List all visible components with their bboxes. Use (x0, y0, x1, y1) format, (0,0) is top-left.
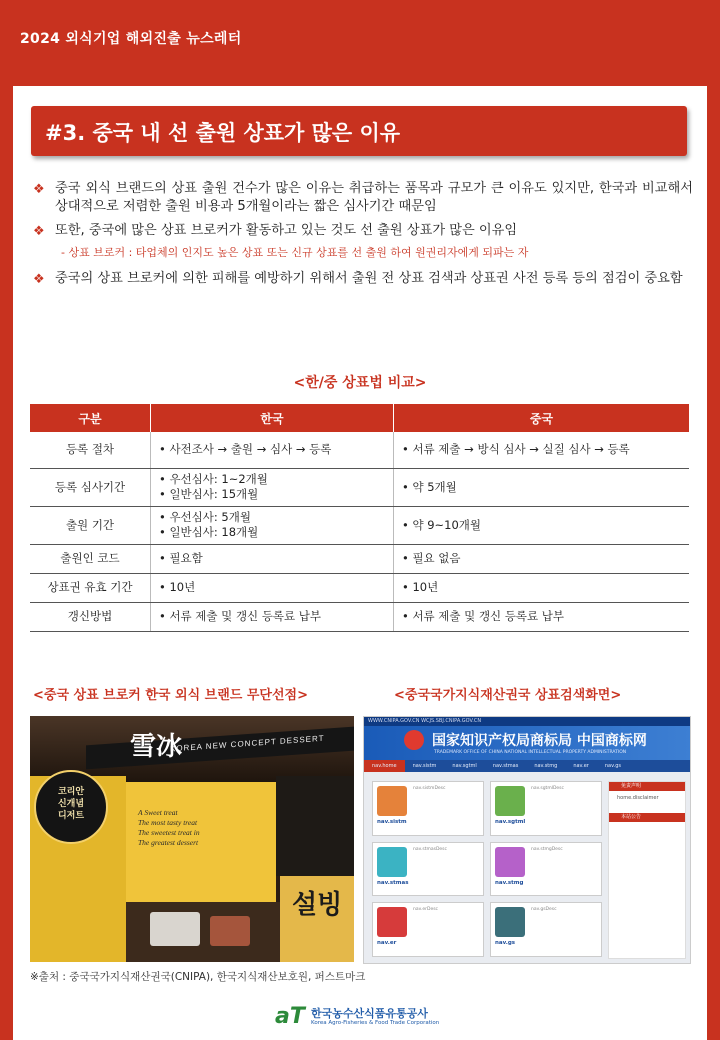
cell-line: • 우선심사: 5개월 (159, 510, 251, 524)
screen-banner: 国家知识产权局商标局 中国商标网 TRADEMARK OFFICE OF CHINA NATIONAL INTELLECTUAL PROPERTY ADMINISTRATION (364, 726, 690, 760)
tile-desc: nav.stmgDesc (531, 846, 563, 852)
tile-desc: nav.stmasDesc (413, 846, 448, 852)
bullet-list (33, 180, 693, 294)
screen-tile[interactable] (372, 902, 484, 957)
row-label: 출원 기간 (30, 506, 151, 544)
tile-desc: nav.gsDesc (531, 907, 557, 913)
comparison-table (30, 404, 689, 632)
screen-nav-item[interactable]: nav.stmg (534, 763, 558, 769)
screen-nav-item[interactable]: nav.sistm (412, 763, 437, 769)
at-logo-mark: aT (275, 1004, 305, 1029)
photo-caption: <중국 상표 브로커 한국 외식 브랜드 무단선점> (33, 688, 308, 703)
screen-tile[interactable] (490, 902, 602, 957)
at-logo-name-en: Korea Agro-Fisheries & Food Trade Corporation (311, 1020, 440, 1026)
at-logo-name-kr: 한국농수산식품유통공사 (311, 1007, 428, 1020)
section-title: #3. 중국 내 선 출원 상표가 많은 이유 (45, 121, 401, 145)
screen-tile[interactable] (372, 781, 484, 836)
tile-label: nav.gs (495, 940, 516, 947)
cell-china (394, 544, 690, 573)
screen-nav-item[interactable]: nav.er (573, 763, 589, 769)
store-brand-kr: 설빙 (292, 890, 343, 920)
cell-line: • 우선심사: 1~2개월 (159, 472, 268, 486)
cell-line: • 서류 제출 및 갱신 등록료 납부 (159, 609, 322, 623)
cell-korea (151, 573, 394, 602)
screen-nav-item[interactable]: nav.stmas (492, 763, 519, 769)
bullet-item (33, 222, 693, 240)
header-korea: 한국 (151, 404, 394, 432)
cell-china (394, 602, 690, 631)
content-sheet (13, 86, 707, 1040)
table-row (30, 506, 689, 544)
tile-label: nav.er (377, 940, 397, 947)
cell-china (394, 468, 690, 506)
bullet-text: 또한, 중국에 많은 상표 브로커가 활동하고 있는 것도 선 출원 상표가 많은 이유임 (55, 223, 518, 238)
store-brand-cn: 雪冰 (130, 732, 183, 762)
cell-china (394, 573, 690, 602)
cell-china (394, 432, 690, 468)
tile-label: nav.sistm (377, 819, 407, 825)
table-header-row (30, 404, 689, 432)
newsletter-title: 2024 외식기업 해외진출 뉴스레터 (20, 31, 242, 47)
store-wall-text: A Sweet treat The most tasty treat The sweetest treat in The greatest dessert (138, 808, 200, 847)
screen-tile[interactable] (372, 842, 484, 897)
row-label: 갱신방법 (30, 602, 151, 631)
cnipa-emblem-icon (404, 730, 424, 750)
bullet-text: 중국 외식 브랜드의 상표 출원 건수가 많은 이유는 취급하는 품목과 규모가 큰 이유도 있지만, 한국과 비교해서 상대적으로 저렴한 출원 비용과 5개월이라는 짧은 심사기간 때문임 (55, 181, 693, 214)
screen-tile[interactable] (490, 842, 602, 897)
cell-line: • 사전조사 → 출원 → 심사 → 등록 (159, 442, 332, 457)
broker-note: - 상표 브로커 : 타업체의 인지도 높은 상표 또는 신규 상표를 선 출원 하여 원권리자에게 되파는 자 (61, 246, 529, 259)
cell-china (394, 506, 690, 544)
tile-desc: nav.sgtmlDesc (531, 786, 565, 791)
cell-korea (151, 432, 394, 468)
screen-sidebar: 免责声明 home.disclaimer 本站公告 (608, 781, 686, 959)
tile-icon (377, 847, 407, 877)
header-china: 중국 (394, 404, 690, 432)
table-row (30, 468, 689, 506)
cell-line: • 약 5개월 (402, 479, 457, 494)
diamond-bullet-icon: ❖ (33, 224, 45, 239)
table-row (30, 602, 689, 631)
tile-desc: nav.erDesc (413, 907, 439, 913)
screen-url-bar: WWW.CNIPA.GOV.CN WCJS.SBJ.CNIPA.GOV.CN (364, 717, 690, 726)
row-label: 등록 심사기간 (30, 468, 151, 506)
cell-line: • 일반심사: 18개월 (159, 525, 259, 539)
tile-icon (377, 786, 407, 816)
row-label: 등록 절차 (30, 432, 151, 468)
tile-icon (495, 786, 525, 816)
tile-label: nav.stmg (495, 879, 524, 886)
cell-line: • 필요 없음 (402, 551, 461, 565)
cell-korea (151, 544, 394, 573)
bullet-item (33, 270, 693, 288)
cell-korea (151, 506, 394, 544)
tile-label: nav.sgtml (495, 819, 526, 825)
cell-line: • 필요함 (159, 551, 203, 565)
cell-line: • 약 9~10개월 (402, 517, 482, 532)
tile-icon (495, 847, 525, 877)
tile-desc: nav.sistmDesc (413, 786, 446, 791)
diamond-bullet-icon: ❖ (33, 272, 45, 287)
cell-line: • 10년 (402, 580, 439, 594)
table-row (30, 544, 689, 573)
section-title-bar (31, 106, 687, 156)
table-row (30, 573, 689, 602)
screen-nav-item[interactable]: nav.sgtml (452, 763, 477, 769)
header-category: 구분 (30, 404, 151, 432)
cell-line: • 서류 제출 → 방식 심사 → 실질 심사 → 등록 (402, 442, 630, 457)
screen-tile[interactable] (490, 781, 602, 836)
screen-nav-item[interactable]: nav.home (364, 760, 405, 772)
row-label: 상표권 유효 기간 (30, 573, 151, 602)
screen-tile-grid (372, 781, 602, 957)
cell-line: • 일반심사: 15개월 (159, 487, 259, 501)
screen-nav-bar (364, 760, 690, 772)
row-label: 출원인 코드 (30, 544, 151, 573)
tile-label: nav.stmas (377, 879, 409, 886)
screenshot-caption: <중국국가지식재산권국 상표검색화면> (394, 688, 622, 703)
cell-line: • 10년 (159, 580, 196, 594)
screen-nav-item[interactable]: nav.gs (604, 763, 622, 769)
cell-korea (151, 602, 394, 631)
table-caption: <한/중 상표법 비교> (293, 375, 427, 391)
diamond-bullet-icon: ❖ (33, 182, 45, 197)
source-note: ※출처 : 중국국가지식재산권국(CNIPA), 한국지식재산보호원, 퍼스트마크 (30, 971, 366, 983)
bullet-text: 중국의 상표 브로커에 의한 피해를 예방하기 위해서 출원 전 상표 검색과 상표권 사전 등록 등의 점검이 중요함 (55, 271, 683, 286)
table-row (30, 432, 689, 468)
cnipa-screenshot (363, 716, 691, 964)
store-sign-bar: KOREA NEW CONCEPT DESSERT (86, 727, 354, 770)
cell-line: • 서류 제출 및 갱신 등록료 납부 (402, 609, 565, 623)
tile-icon (495, 907, 525, 937)
cell-korea (151, 468, 394, 506)
store-round-logo: 코리안 신개념 디저트 (34, 770, 108, 844)
tile-icon (377, 907, 407, 937)
store-photo (30, 716, 354, 962)
bullet-item (33, 180, 693, 216)
